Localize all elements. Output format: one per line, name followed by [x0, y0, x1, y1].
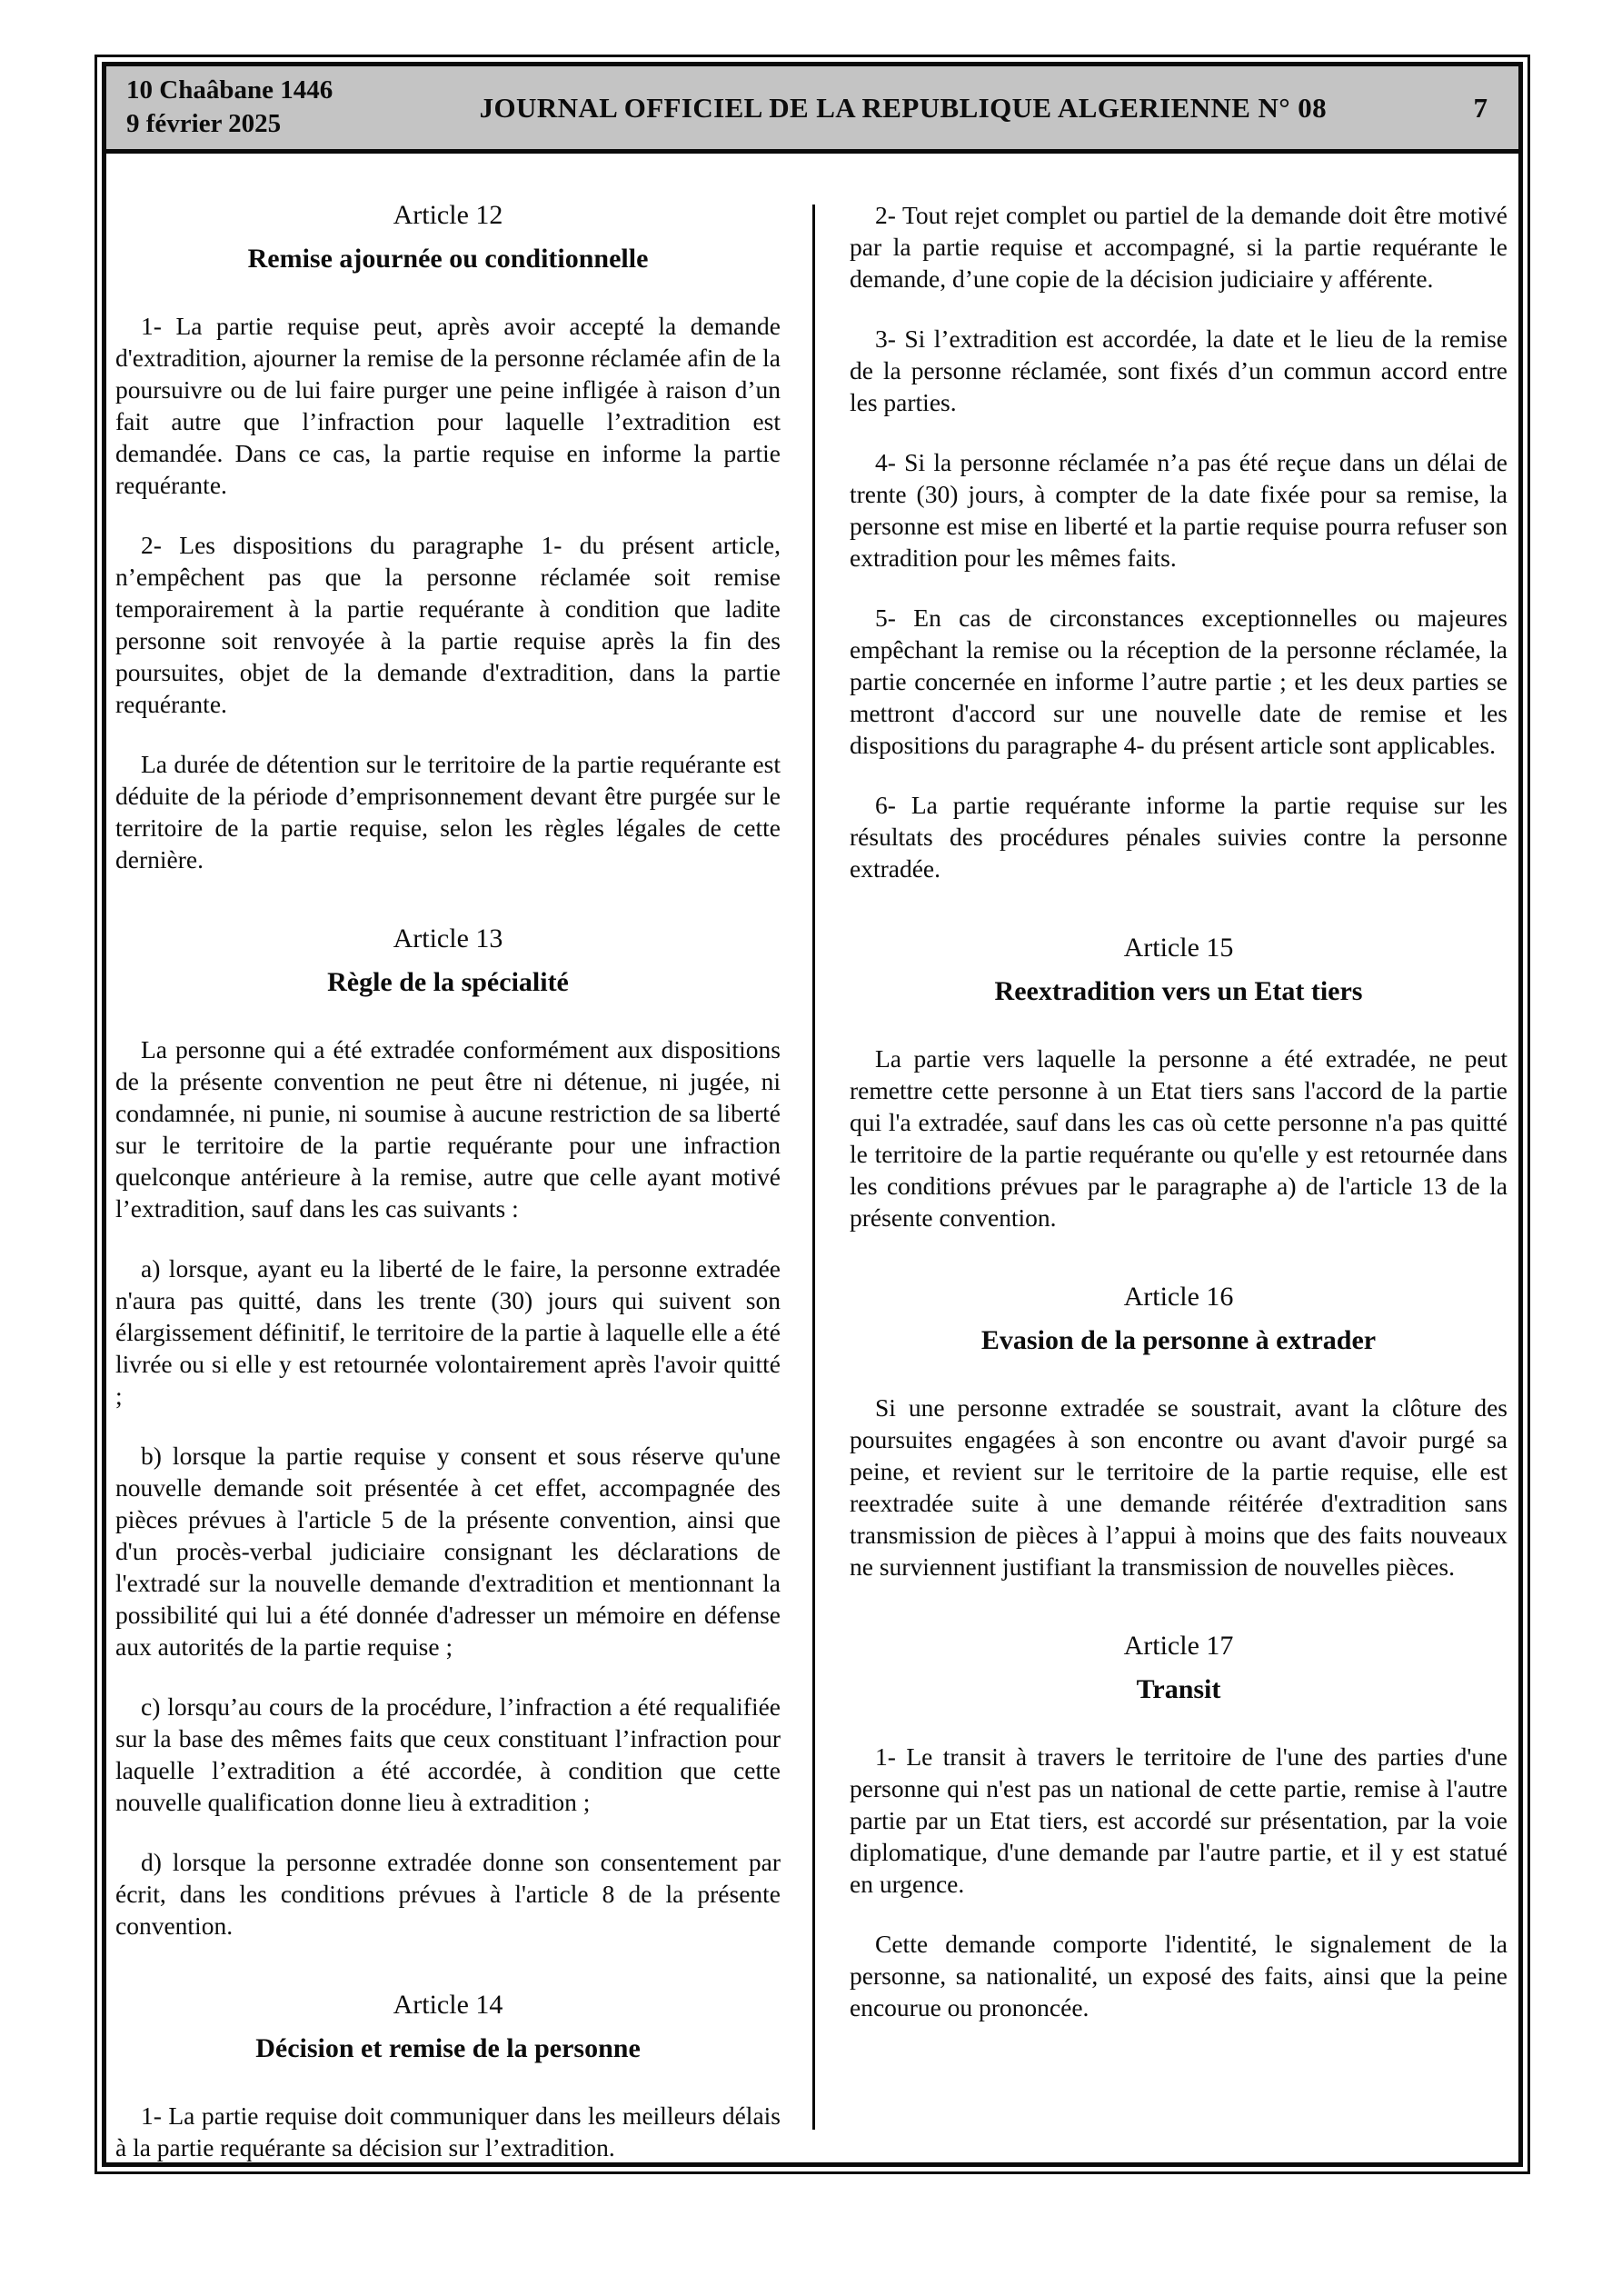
date-gregorian: 9 février 2025	[126, 109, 282, 139]
date-hijri: 10 Chaâbane 1446	[126, 75, 333, 105]
paragraph: 1- Le transit à travers le territoire de l'une des parties d'une personne qui n'est pas un national de cette partie, remise à l'autre partie par un Etat tiers, est accordé sur présentation, par la voie diplomatique, d'une demande par l'autre partie, et il y est statué en urgence.	[850, 1742, 1508, 1898]
paragraph: b) lorsque la partie requise y consent et sous réserve qu'une nouvelle demande soit présentée à cet effet, accompagnée des pièces prévues à l'article 5 de la présente convention, ainsi que d'un procès-verbal judiciaire consignant les déclarations de l'extradé sur la nouvelle demande d'extradition et mentionnant la possibilité qui lui a été donnée d'adresser un mémoire en défense aux autorités de la partie requise ;	[115, 1442, 781, 1661]
paragraph: 5- En cas de circonstances exceptionnelles ou majeures empêchant la remise ou la réception de la personne réclamée, la partie concernée en informe l’autre partie ; et les deux parties se mettront d'accord sur une nouvelle date de remise et les dispositions du paragraphe 4- du présent article sont applicables.	[850, 604, 1508, 759]
article-title: Règle de la spécialité	[327, 967, 569, 997]
page-header	[106, 66, 1518, 154]
article-heading	[850, 1630, 1508, 1706]
article-heading	[850, 1281, 1508, 1357]
article-title: Remise ajournée ou conditionnelle	[247, 244, 649, 274]
paragraph: 2- Tout rejet complet ou partiel de la demande doit être motivé par la partie requise et accompagné, si la partie requérante le demande, d’une copie de la décision judiciaire y afférente.	[850, 201, 1508, 293]
article-title: Reextradition vers un Etat tiers	[994, 976, 1363, 1006]
article-title: Décision et remise de la personne	[255, 2033, 641, 2063]
article-number: Article 12	[393, 200, 503, 230]
article-number: Article 17	[1123, 1631, 1234, 1661]
header-dates	[126, 72, 333, 144]
page-frame-inner	[102, 62, 1523, 2167]
paragraph: La personne qui a été extradée conformément aux dispositions de la présente convention ne peut être ni détenue, ni jugée, ni condamnée, ni punie, ni soumise à aucune restriction de sa liberté sur le territoire de la partie requérante pour une infraction quelconque antérieure à la remise, autre que celle ayant motivé l’extradition, sauf dans les cas suivants :	[115, 1035, 781, 1223]
column-divider	[812, 205, 815, 2130]
paragraph: 4- Si la personne réclamée n’a pas été reçue dans un délai de trente (30) jours, à compter de la date fixée pour sa remise, la personne est mise en liberté et la partie requise pourra refuser son extradition pour les mêmes faits.	[850, 448, 1508, 572]
right-column	[815, 154, 1518, 2162]
article-title: Transit	[1136, 1674, 1221, 1704]
article-number: Article 15	[1123, 933, 1234, 963]
paragraph: Cette demande comporte l'identité, le signalement de la personne, sa nationalité, un exposé des faits, ainsi que la peine encourue ou prononcée.	[850, 1930, 1508, 2021]
article-number: Article 14	[393, 1990, 503, 2020]
page-frame	[95, 55, 1530, 2174]
left-column	[106, 154, 815, 2162]
article-heading	[850, 932, 1508, 1008]
paragraph: 2- Les dispositions du paragraphe 1- du présent article, n’empêchent pas que la personne réclamée soit remise temporairement à la partie requérante à condition que ladite personne soit renvoyée à la partie requise après la fin des poursuites, objet de la demande d'extradition, dans la partie requérante.	[115, 531, 781, 718]
page-content	[106, 154, 1518, 2162]
article-heading	[115, 1989, 781, 2065]
article-number: Article 16	[1123, 1282, 1234, 1312]
paragraph: a) lorsque, ayant eu la liberté de le faire, la personne extradée n'aura pas quitté, dans les trente (30) jours qui suivent son élargissement définitif, le territoire de la partie à laquelle elle a été livrée ou si elle y est retournée volontairement après l'avoir quitté ;	[115, 1254, 781, 1410]
paragraph: Si une personne extradée se soustrait, avant la clôture des poursuites engagées à son encontre ou avant d'avoir purgé sa peine, et revient sur le territoire de la partie requise, elle est reextradée suite à une demande réitérée d'extradition sans transmission de pièces à l’appui à moins que des faits nouveaux ne surviennent justifiant la transmission de nouvelles pièces.	[850, 1393, 1508, 1581]
paragraph: 6- La partie requérante informe la partie requise sur les résultats des procédures pénales suivies contre la personne extradée.	[850, 791, 1508, 883]
article-title: Evasion de la personne à extrader	[980, 1325, 1377, 1355]
paragraph: c) lorsqu’au cours de la procédure, l’infraction a été requalifiée sur la base des mêmes faits que ceux constituant l’infraction pour laquelle l’extradition a été accordée, à condition que cette nouvelle qualification donne lieu à extradition ;	[115, 1692, 781, 1816]
paragraph: La durée de détention sur le territoire de la partie requérante est déduite de la période d’emprisonnement devant être purgée sur le territoire de la partie requise, selon les règles légales de cette dernière.	[115, 750, 781, 873]
article-heading	[115, 923, 781, 999]
paragraph: La partie vers laquelle la personne a été extradée, ne peut remettre cette personne à un Etat tiers sans l'accord de la partie qui l'a extradée, sauf dans les cas où cette personne n'a pas quitté le territoire de la partie requérante ou qu'elle y est retournée dans les conditions prévues par le paragraphe a) de l'article 13 de la présente convention.	[850, 1044, 1508, 1232]
article-number: Article 13	[393, 923, 503, 953]
page-number: 7	[1473, 91, 1488, 124]
paragraph: 1- La partie requise doit communiquer dans les meilleurs délais à la partie requérante sa décision sur l’extradition.	[115, 2101, 781, 2161]
paragraph: d) lorsque la personne extradée donne son consentement par écrit, dans les conditions prévues à l'article 8 de la présente convention.	[115, 1848, 781, 1940]
article-heading	[115, 199, 781, 275]
paragraph: 1- La partie requise peut, après avoir accepté la demande d'extradition, ajourner la remise de la personne réclamée afin de la poursuivre ou de lui faire purger une peine infligée à raison d’un fait autre que l’infraction pour laquelle l’extradition est demandée. Dans ce cas, la partie requise en informe la partie requérante.	[115, 312, 781, 499]
journal-title: JOURNAL OFFICIEL DE LA REPUBLIQUE ALGERIENNE N° 08	[479, 91, 1328, 124]
paragraph: 3- Si l’extradition est accordée, la date et le lieu de la remise de la personne réclamée, sont fixés d’un commun accord entre les parties.	[850, 324, 1508, 416]
